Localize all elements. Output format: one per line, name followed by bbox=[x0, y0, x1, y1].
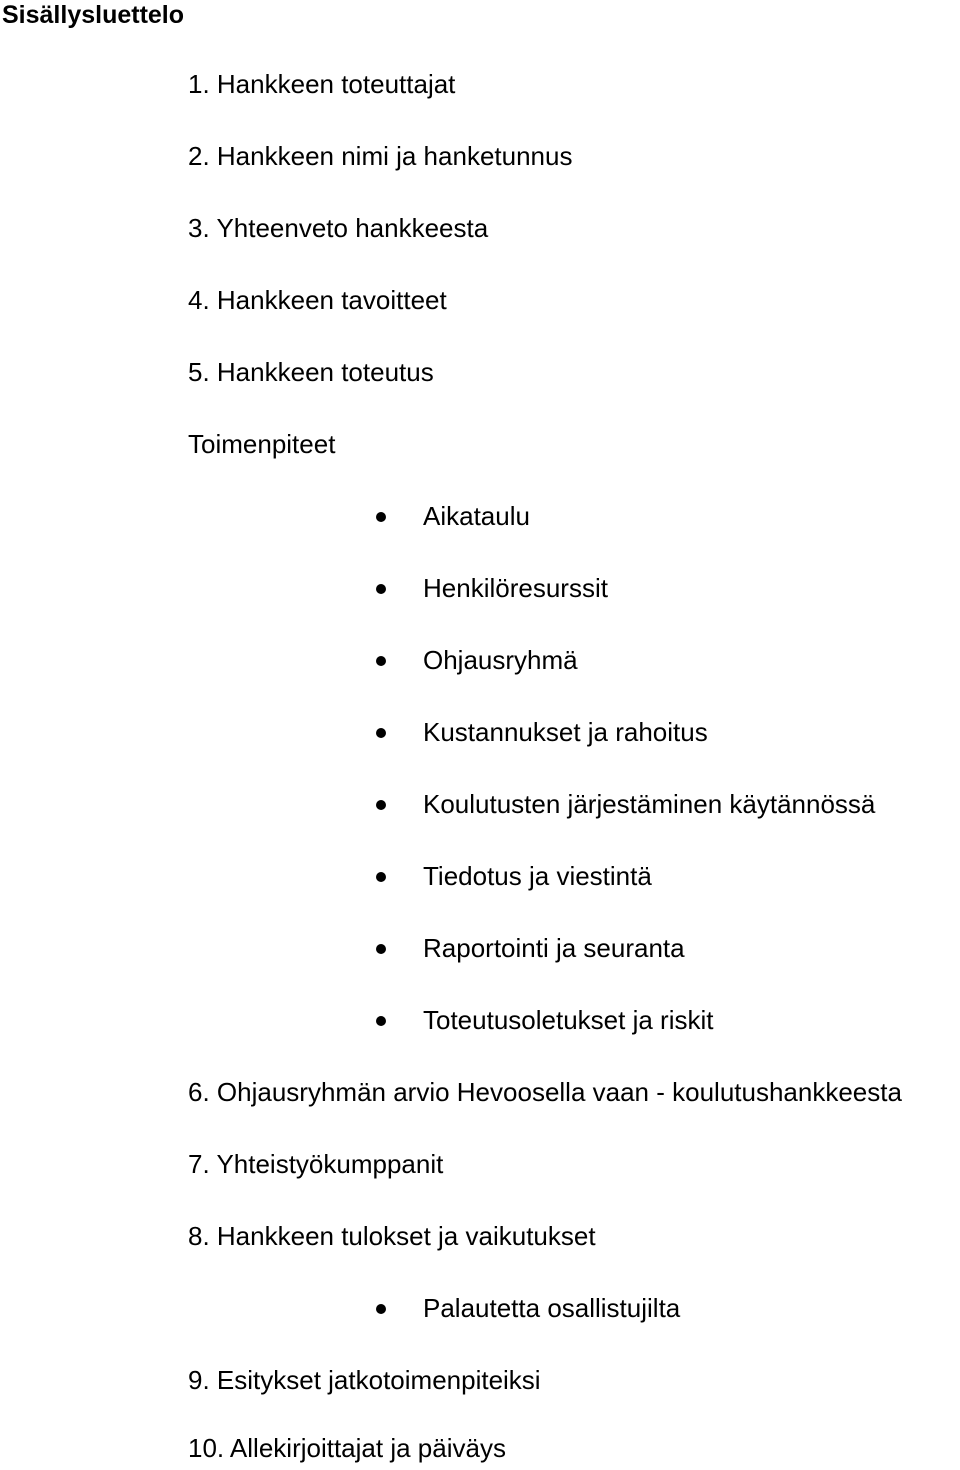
toc-entry-7: 7. Yhteistyökumppanit bbox=[188, 1149, 444, 1179]
bullet-icon bbox=[376, 1016, 386, 1026]
bullet-icon bbox=[376, 656, 386, 666]
toc-subitem: Raportointi ja seuranta bbox=[423, 933, 685, 963]
toc-subitem: Koulutusten järjestäminen käytännössä bbox=[423, 789, 876, 819]
toc-subitem: Tiedotus ja viestintä bbox=[423, 861, 652, 891]
bullet-icon bbox=[376, 728, 386, 738]
bullet-icon bbox=[376, 584, 386, 594]
toc-entry-5: 5. Hankkeen toteutus bbox=[188, 357, 434, 387]
toc-subheading-toimenpiteet: Toimenpiteet bbox=[188, 429, 336, 459]
toc-entry-4: 4. Hankkeen tavoitteet bbox=[188, 285, 447, 315]
toc-subitem: Toteutusoletukset ja riskit bbox=[423, 1005, 714, 1035]
toc-subitem: Palautetta osallistujilta bbox=[423, 1293, 681, 1323]
bullet-icon bbox=[376, 944, 386, 954]
page-title: Sisällysluettelo bbox=[2, 1, 185, 29]
toc-entry-2: 2. Hankkeen nimi ja hanketunnus bbox=[188, 141, 573, 171]
toc-entry-8: 8. Hankkeen tulokset ja vaikutukset bbox=[188, 1221, 596, 1251]
bullet-icon bbox=[376, 1304, 386, 1314]
bullet-icon bbox=[376, 872, 386, 882]
toc-entry-3: 3. Yhteenveto hankkeesta bbox=[188, 213, 489, 243]
bullet-icon bbox=[376, 800, 386, 810]
toc-subitem: Kustannukset ja rahoitus bbox=[423, 717, 708, 747]
toc-subitem: Aikataulu bbox=[423, 501, 530, 531]
toc-entry-6: 6. Ohjausryhmän arvio Hevoosella vaan - koulutushankkeesta bbox=[188, 1077, 902, 1107]
toc-subitem: Henkilöresurssit bbox=[423, 573, 608, 603]
toc-entry-10: 10. Allekirjoittajat ja päiväys bbox=[188, 1433, 506, 1463]
bullet-icon bbox=[376, 512, 386, 522]
toc-entry-9: 9. Esitykset jatkotoimenpiteiksi bbox=[188, 1365, 541, 1395]
toc-entry-1: 1. Hankkeen toteuttajat bbox=[188, 69, 456, 99]
toc-subitem: Ohjausryhmä bbox=[423, 645, 578, 675]
